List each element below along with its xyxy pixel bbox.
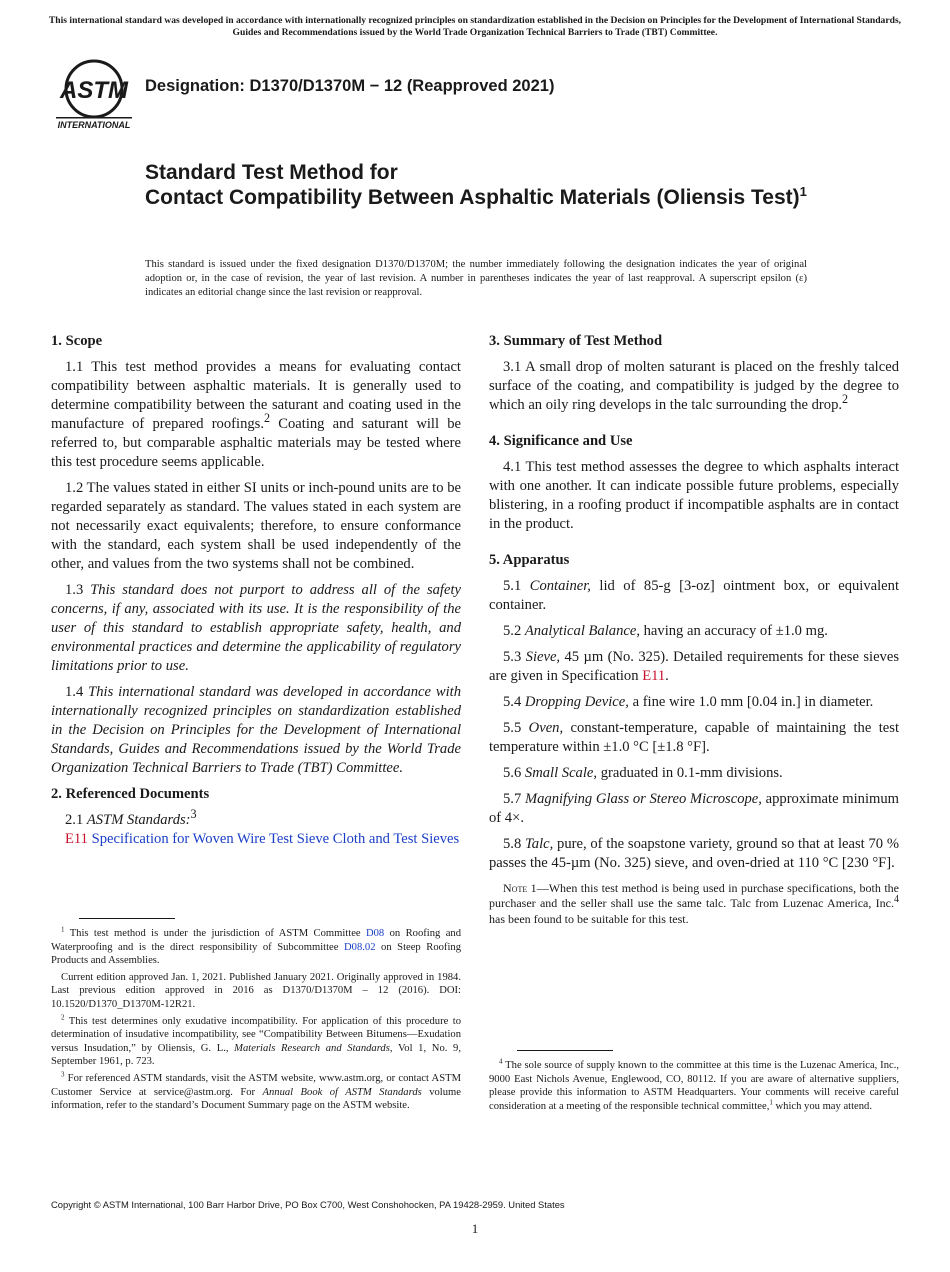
para-5-3-num: 5.3 [503,649,526,665]
para-5-3-end: . [665,668,669,684]
para-3-1-text: 3.1 A small drop of molten saturant is placed on the freshly talced surface of the coating, and compatibility is judged by the degree to which an oily ring develops in the talc surrounding the drop. [489,359,899,413]
para-5-2-num: 5.2 [503,623,525,639]
para-5-5 [489,719,899,757]
footnote-1-num: 1 [61,925,65,934]
para-5-3 [489,648,899,686]
footnote-3-text-b: volume information, refer to the standard’s Document Summary page on the ASTM website. [51,1086,461,1112]
international-standard-notice: This international standard was developed in accordance with internationally recognized principles on standardization established in the Decision on Principles for the Development of International Standards, Guides and Recommendations issued by the World Trade Organization Technical Barriers to Trade (TBT) Committee. [48,15,902,38]
footnote-3-text-a: For referenced ASTM standards, visit the ASTM website, www.astm.org, or contact ASTM Customer Service at service@astm.org. For [51,1072,461,1098]
para-1-3 [51,581,461,676]
para-3-1 [489,358,899,415]
note-1 [489,881,899,927]
right-column [489,332,899,934]
copyright-footer: Copyright © ASTM International, 100 Barr Harbor Drive, PO Box C700, West Conshohocken, PA 19428-2959. United States [51,1199,565,1210]
note-1-footnote-ref[interactable]: 4 [894,894,899,906]
para-5-2-text: having an accuracy of ±1.0 mg. [639,623,828,639]
para-2-1 [51,807,461,830]
para-5-5-text: constant-temperature, capable of maintaining the test temperature within ±1.0 °C [±1.8 °F]. [489,720,899,755]
para-5-4-term: Dropping Device, [524,694,629,710]
para-1-1-text-a: 1.1 This test method provides a means for evaluating contact compatibility between asphaltic materials. It is generally used to determine compatibility between the saturant and coating used in the manufacture of prepared roofings. [51,359,461,432]
footnote-4-text-a: The sole source of supply known to the committee at this time is the Luzenac America, Inc., 9000 East Nichols Avenue, Englewood, CO, 80112. If you are aware of alternative suppliers, please provide this information to ASTM Headquarters. Your comments will receive careful consideration at a meeting of the responsible technical committee, [489,1060,899,1112]
footnote-2-journal: Materials Research and Standards, [234,1042,393,1054]
para-5-7-text: approximate minimum of 4×. [489,791,900,826]
para-5-4-num: 5.4 [503,694,525,710]
footnote-1-text-a: This test method is under the jurisdiction of ASTM Committee [64,928,366,939]
para-5-1-term: Container, [529,578,591,594]
para-5-2 [489,622,899,641]
footnote-1-text-b: on Roofing and Waterproofing and is the direct responsibility of Subcommittee [51,928,461,953]
para-1-3-text: This standard does not purport to address all of the safety concerns, if any, associated with its use. It is the responsibility of the user of this standard to establish appropriate safety, health, and environmental practices and determine the applicability of regulatory limitations prior to use. [51,582,461,674]
subcommittee-d08-02-link[interactable]: D08.02 [344,941,376,953]
footnote-3-book: Annual Book of ASTM Standards [262,1086,422,1098]
para-5-8-num: 5.8 [503,836,526,852]
para-5-4-text: a fine wire 1.0 mm [0.04 in.] in diameter. [628,694,874,710]
para-1-2: 1.2 The values stated in either SI units or inch-pound units are to be regarded separately as standard. The values stated in each system are not necessarily exact equivalents; therefore, to ensure conformance with the standard, each system shall be used independently of the other, and values from the two systems shall not be combined. [51,480,461,572]
para-5-4 [489,693,899,712]
para-5-2-term: Analytical Balance, [524,623,640,639]
para-1-3-num: 1.3 [65,582,91,598]
title-footnote-ref[interactable]: 1 [799,184,807,199]
apparatus-heading: 5. Apparatus [489,552,570,568]
para-4-1: 4.1 This test method assesses the degree to which asphalts interact with one another. It can indicate possible future problems, especially blistering, in a roofing product if incompatible asphalts are in contact in the product. [489,459,899,532]
footnote-4 [489,1059,899,1113]
para-1-4 [51,683,461,778]
title-line2 [145,185,825,210]
para-5-1-num: 5.1 [503,578,530,594]
astm-logo [54,56,134,132]
significance-heading: 4. Significance and Use [489,433,633,449]
footnote-3 [51,1072,461,1113]
footnote-2-text-a: This test determines only exudative incompatibility. For application of this procedure to determination of insudative incompatibility, see “Compatibility Between Bitumens—Exudation versus Insudation,” by Oliensis, G. L., [51,1015,461,1054]
para-5-7-num: 5.7 [503,791,525,807]
para-5-6-term: Small Scale, [524,765,598,781]
para-5-6-num: 5.6 [503,765,525,781]
para-5-8-term: Talc, [525,836,554,852]
footnote-1-text-c: on Steep Roofing Products and Assemblies. [51,941,461,967]
para-1-1-footnote-ref[interactable]: 2 [264,411,271,426]
para-1-1-text-b: Coating and saturant will be referred to, but comparable asphaltic materials may be tested where this test procedure seems applicable. [51,416,461,470]
para-2-1-text: ASTM Standards: [86,812,191,828]
referenced-documents-heading: 2. Referenced Documents [51,786,210,802]
para-5-6 [489,764,899,783]
para-1-4-num: 1.4 [65,684,89,700]
para-5-3-text: 45 µm (No. 325). Detailed requirements for these sieves are given in Specification [489,649,900,684]
footnote-2-text-b: Vol 1, No. 9, September 1961, p. 723. [51,1042,461,1068]
page-number: 1 [471,1221,479,1236]
footnote-4-text-b: which you may attend. [772,1100,872,1112]
footnote-2 [51,1015,461,1069]
document-title [145,160,825,210]
footnote-4-num: 4 [499,1057,503,1066]
para-5-7 [489,790,899,828]
footnote-rule [79,918,175,919]
footnote-2-num: 2 [61,1013,65,1022]
reference-e11[interactable] [51,830,461,849]
intro-paragraph: This standard is issued under the fixed designation D1370/D1370M; the number immediately following the designation indicates the year of original adoption or, in the case of revision, the year of last revision. A number in parentheses indicates the year of last reapproval. A superscript epsilon (ε) indicates an editorial change since the last revision or reapproval. [145,259,807,299]
para-5-1 [489,577,899,615]
footnote-1-edition: Current edition approved Jan. 1, 2021. Published January 2021. Originally approved in 1984. Last previous edition approved in 2016 as D1370/D1370M – 12 (2016). DOI: 10.1520/D1370_D1370M-12R21. [51,971,461,1010]
para-2-1-footnote-ref[interactable]: 3 [190,807,197,822]
right-footnotes [489,1050,899,1116]
para-5-8-text: pure, of the soapstone variety, ground so that at least 70 % passes the 45-µm (No. 325) sieve, and oven-dried at 110 °C [230 °F]. [489,836,900,871]
summary-heading: 3. Summary of Test Method [489,333,663,349]
para-5-7-term: Magnifying Glass or Stereo Microscope, [524,791,762,807]
reference-code-link[interactable]: E11 [65,831,88,847]
footnote-rule-right [517,1050,613,1051]
para-1-4-text: This international standard was developed in accordance with internationally recognized principles on standardization established in the Decision on Principles for the Development of International Standards, Guides and Recommendations issued by the World Trade Organization Technical Barriers to Trade (TBT) Committee. [51,684,462,776]
left-column [51,332,461,849]
logo-text: ASTM [60,77,128,104]
left-footnotes [51,918,461,1116]
designation: Designation: D1370/D1370M − 12 (Reapproved 2021) [145,77,555,95]
note-1-text-a: —When this test method is being used in purchase specifications, both the purchaser and the seller shall use the same talc. Talc from Luzenac America, Inc. [489,881,900,911]
para-2-1-num: 2.1 [65,812,87,828]
footnote-1 [51,927,461,968]
spec-e11-link[interactable]: E11 [642,668,666,684]
title-line1: Standard Test Method for [145,161,398,184]
footnote-3-num: 3 [61,1070,65,1079]
para-5-5-num: 5.5 [503,720,529,736]
para-5-3-term: Sieve, [525,649,561,665]
committee-d08-link[interactable]: D08 [365,928,385,939]
scope-heading: 1. Scope [51,333,103,349]
para-5-6-text: graduated in 0.1-mm divisions. [597,765,783,781]
reference-title-link[interactable]: Specification for Woven Wire Test Sieve Cloth and Test Sieves [87,831,460,847]
para-3-1-footnote-ref[interactable]: 2 [842,392,849,407]
para-5-1-text: lid of 85-g [3-oz] ointment box, or equivalent container. [489,578,900,613]
para-5-8 [489,835,899,873]
note-1-text-b: has been found to be suitable for this test. [489,911,689,926]
title-line2-text: Contact Compatibility Between Asphaltic Materials (Oliensis Test) [145,186,800,209]
footnote-4-ref[interactable]: 1 [769,1098,773,1107]
logo-subtext: INTERNATIONAL [57,120,131,130]
para-5-5-term: Oven, [528,720,564,736]
para-1-1 [51,358,461,472]
note-1-label: Note 1 [503,881,537,895]
